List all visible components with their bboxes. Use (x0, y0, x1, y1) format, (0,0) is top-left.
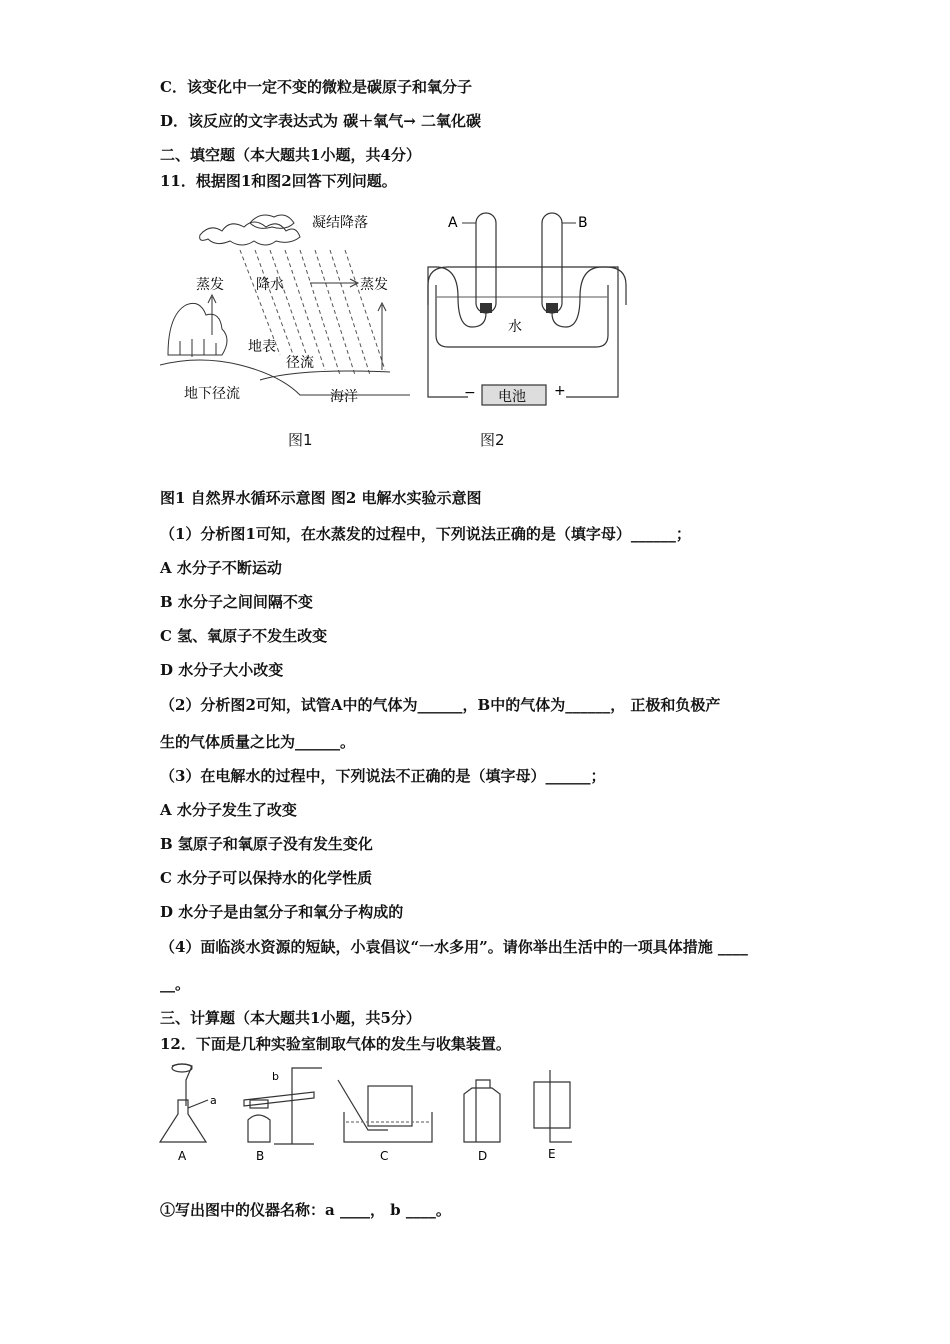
question-11-part-4: （4）面临淡水资源的短缺，小袁倡议“一水多用”。请你举出生活中的一项具体措施 ____ (160, 938, 748, 956)
apparatus-e-label: E (548, 1147, 556, 1161)
question-11-part-3: （3）在电解水的过程中，下列说法不正确的是（填字母）______； (160, 767, 606, 785)
fig1-evap-left-label: 蒸发 (196, 277, 224, 293)
fig1-ocean-label: 海洋 (330, 389, 358, 405)
question-11-1-option-a: A 水分子不断运动 (160, 559, 282, 577)
question-11-3-option-a: A 水分子发生了改变 (160, 801, 297, 819)
fig1-evap-right-label: 蒸发 (360, 277, 388, 293)
apparatus-mark-a: a (210, 1094, 217, 1107)
fig2-minus-sign: − (464, 385, 476, 401)
question-11-part-2-cont: 生的气体质量之比为______。 (160, 733, 356, 751)
apparatus-b-label: B (256, 1149, 265, 1163)
question-11-3-option-c: C 水分子可以保持水的化学性质 (160, 869, 373, 887)
water-cycle-figure (160, 205, 410, 410)
question-11-part-1: （1）分析图1可知，在水蒸发的过程中，下列说法正确的是（填字母）______； (160, 525, 691, 543)
fig2-water-label: 水 (508, 319, 522, 335)
question-11-1-option-c: C 氢、氧原子不发生改变 (160, 627, 328, 645)
electrolysis-figure (418, 205, 628, 410)
question-12: 12．下面是几种实验室制取气体的发生与收集装置。 (160, 1035, 511, 1053)
apparatus-c-label: C (380, 1149, 389, 1163)
question-12-part-1: ①写出图中的仪器名称：a ____， b ____。 (160, 1201, 451, 1219)
fig1-surface-label-2: 径流 (286, 355, 314, 371)
fig2-tube-a-label: A (448, 215, 458, 231)
apparatus-d-label: D (478, 1149, 488, 1163)
question-11-1-option-d: D 水分子大小改变 (160, 661, 284, 679)
fig2-battery-label: 电池 (498, 389, 526, 405)
question-11: 11．根据图1和图2回答下列问题。 (160, 172, 397, 190)
section-3-heading: 三、计算题（本大题共1小题，共5分） (160, 1009, 421, 1027)
option-d: D．该反应的文字表达式为 碳＋氧气→ 二氧化碳 (160, 112, 482, 130)
apparatus-mark-b: b (272, 1070, 279, 1083)
fig1-condense-label: 凝结降落 (312, 215, 368, 231)
question-11-part-4-cont: __。 (160, 975, 191, 993)
fig2-plus-sign: + (554, 383, 566, 399)
question-11-3-option-b: B 氢原子和氧原子没有发生变化 (160, 835, 373, 853)
question-11-3-option-d: D 水分子是由氢分子和氧分子构成的 (160, 903, 404, 921)
fig1-rain-label: 降水 (256, 277, 284, 293)
section-2-heading: 二、填空题（本大题共1小题，共4分） (160, 146, 421, 164)
question-11-part-2: （2）分析图2可知，试管A中的气体为______，B中的气体为______， 正极和负极产 (160, 696, 721, 714)
fig2-label: 图2 (480, 431, 505, 449)
figure-caption: 图1 自然界水循环示意图 图2 电解水实验示意图 (160, 489, 482, 507)
apparatus-a-label: A (178, 1149, 187, 1163)
fig1-surface-label-1: 地表 (248, 339, 276, 355)
question-11-1-option-b: B 水分子之间间隔不变 (160, 593, 313, 611)
apparatus-figure (158, 1060, 578, 1165)
option-c: C．该变化中一定不变的微粒是碳原子和氧分子 (160, 78, 472, 96)
fig1-label: 图1 (288, 431, 313, 449)
fig2-tube-b-label: B (578, 215, 588, 231)
fig1-underground-label: 地下径流 (184, 386, 240, 402)
